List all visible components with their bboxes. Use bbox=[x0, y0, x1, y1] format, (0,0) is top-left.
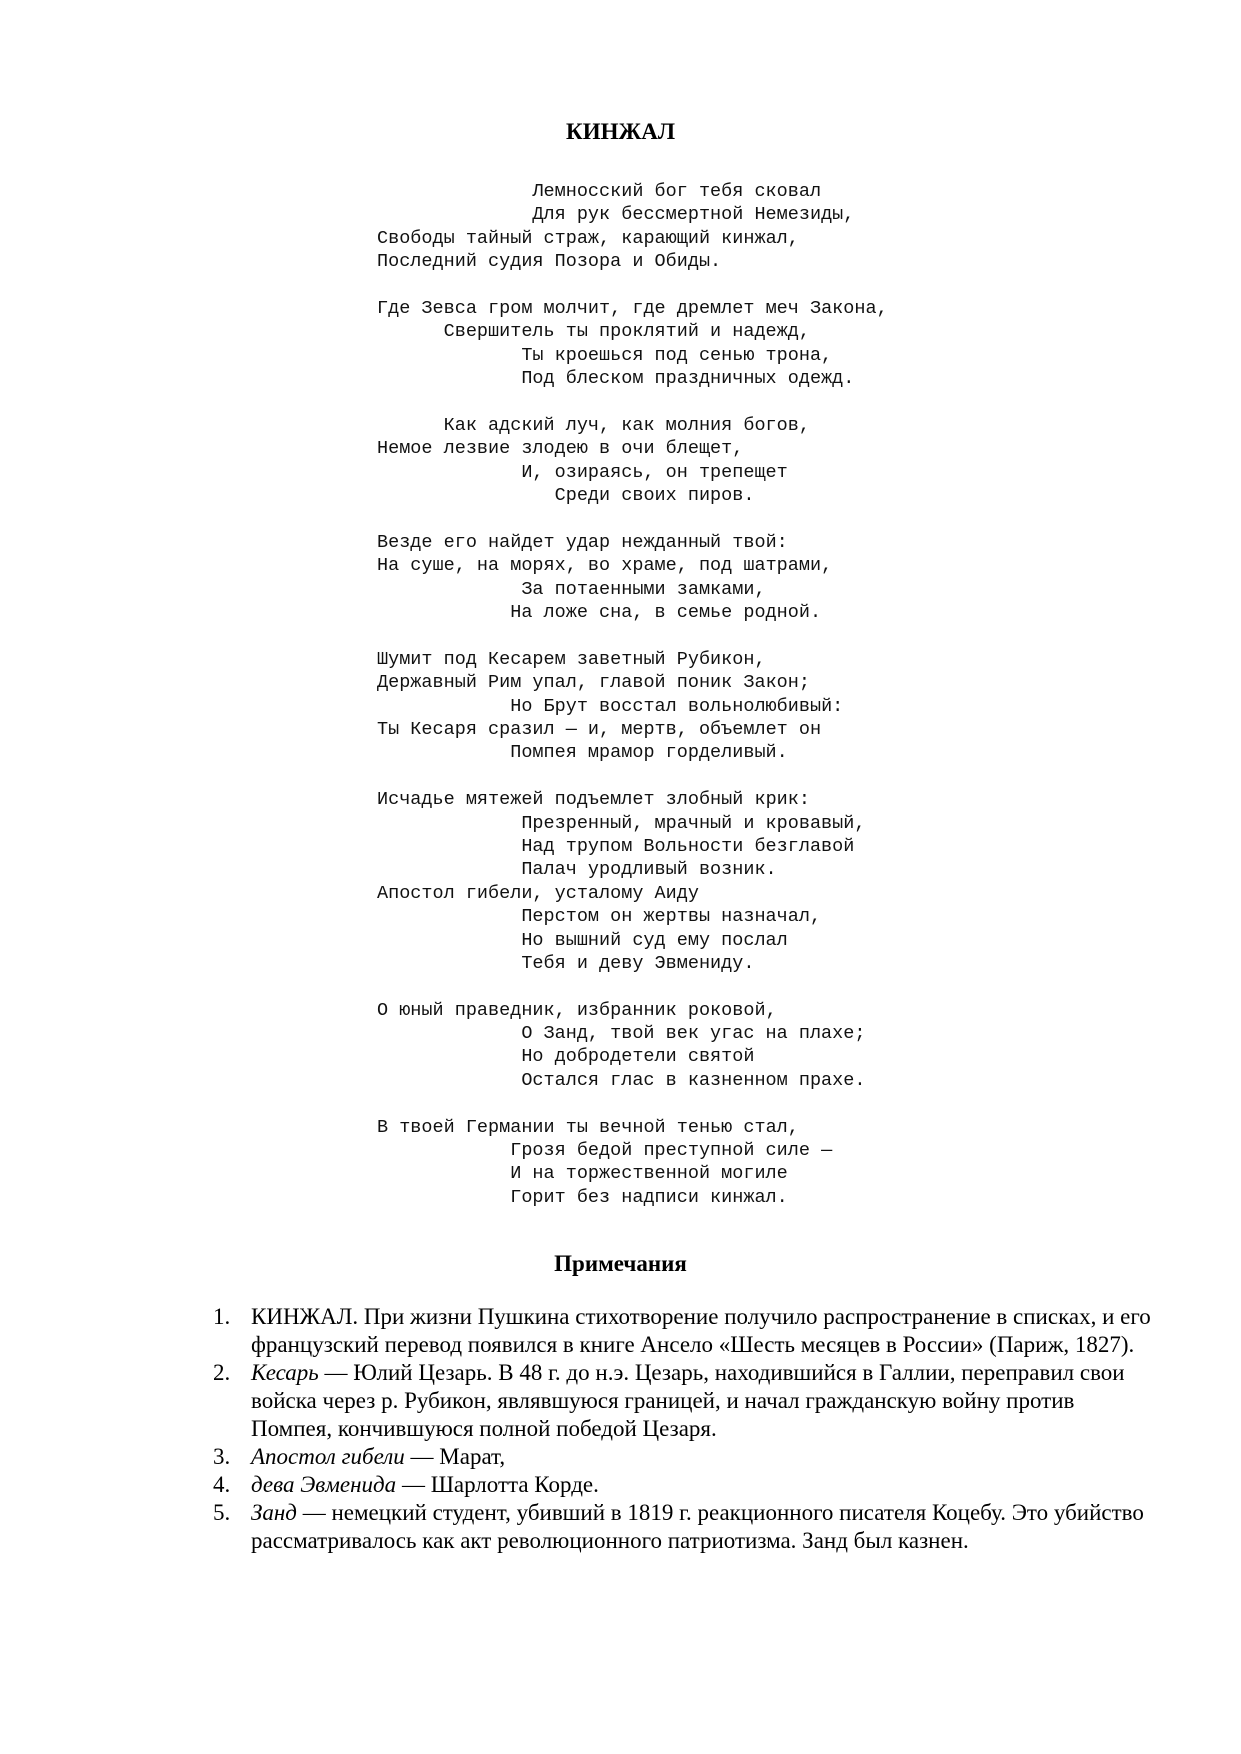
poem-line: Под блеском праздничных одежд. bbox=[521, 368, 855, 390]
note-number: 4. bbox=[213, 1472, 231, 1497]
poem-line: Державный Рим упал, главой поник Закон; bbox=[377, 672, 810, 694]
notes-title: Примечания bbox=[554, 1251, 687, 1276]
note-text: — немецкий студент, убивший в 1819 г. реакционного писателя Коцебу. Это убийство рассматривалось как акт революционного патриотизма. Занд был казнен. bbox=[251, 1500, 1144, 1553]
note-number: 3. bbox=[213, 1444, 231, 1469]
note-term: Занд bbox=[251, 1500, 297, 1525]
note-term: дева Эвменида bbox=[251, 1472, 397, 1497]
poem-line: Помпея мрамор горделивый. bbox=[510, 742, 788, 764]
note-text: — Шарлотта Корде. bbox=[396, 1472, 599, 1497]
poem-line: Ты Кесаря сразил — и, мертв, объемлет он bbox=[377, 718, 822, 740]
poem-stanza bbox=[377, 297, 1077, 391]
note-item bbox=[213, 1359, 1153, 1443]
note-item bbox=[213, 1443, 1153, 1471]
note-number: 1. bbox=[213, 1304, 231, 1329]
poem-line: О юный праведник, избранник роковой, bbox=[377, 999, 777, 1021]
poem-line: Лемносский бог тебя сковал bbox=[532, 181, 822, 202]
poem-stanza bbox=[377, 648, 1077, 765]
note-number: 2. bbox=[213, 1360, 231, 1385]
poem-line: Презренный, мрачный и кровавый, bbox=[521, 812, 866, 834]
poem-line: За потаенными замками, bbox=[521, 578, 766, 600]
poem-line: Тебя и деву Эвмениду. bbox=[521, 952, 755, 974]
poem-line: На ложе сна, в семье родной. bbox=[510, 602, 822, 624]
note-number: 5. bbox=[213, 1500, 231, 1525]
note-item bbox=[213, 1471, 1153, 1499]
poem-line: Горит без надписи кинжал. bbox=[510, 1186, 788, 1208]
note-text: КИНЖАЛ. При жизни Пушкина стихотворение получило распространение в списках, и его французский перевод появился в книге Ансело «Шесть месяцев в России» (Париж, 1827). bbox=[251, 1304, 1151, 1357]
note-item bbox=[213, 1499, 1153, 1555]
poem-line: Свободы тайный страж, карающий кинжал, bbox=[377, 227, 799, 249]
note-term: Апостол гибели bbox=[251, 1444, 405, 1469]
poem-line: Перстом он жертвы назначал, bbox=[521, 906, 822, 928]
poem-line: Как адский луч, как молния богов, bbox=[443, 414, 810, 436]
poem-line: Грозя бедой преступной силе — bbox=[510, 1140, 833, 1162]
poem-line: Для рук бессмертной Немезиды, bbox=[532, 204, 855, 226]
poem-line: Шумит под Кесарем заветный Рубикон, bbox=[377, 648, 766, 670]
poem-line: В твоей Германии ты вечной тенью стал, bbox=[377, 1116, 799, 1138]
poem-stanza bbox=[377, 180, 1077, 274]
poem-line: Но вышний суд ему послал bbox=[521, 929, 788, 951]
poem-line: Свершитель ты проклятий и надежд, bbox=[443, 321, 810, 343]
poem-line: Везде его найдет удар нежданный твой: bbox=[377, 531, 788, 553]
poem-line: Немое лезвие злодею в очи блещет, bbox=[377, 438, 744, 460]
poem-body bbox=[377, 180, 1077, 1233]
poem-stanza bbox=[377, 531, 1077, 625]
poem-line: И, озираясь, он трепещет bbox=[521, 461, 788, 483]
note-term: Кесарь bbox=[251, 1360, 319, 1385]
poem-stanza bbox=[377, 1116, 1077, 1210]
poem-stanza bbox=[377, 788, 1077, 975]
poem-line: Среди своих пиров. bbox=[554, 485, 755, 507]
poem-line: Но Брут восстал вольнолюбивый: bbox=[510, 695, 844, 717]
poem-stanza bbox=[377, 414, 1077, 508]
notes-list bbox=[213, 1303, 1153, 1555]
note-item bbox=[213, 1303, 1153, 1359]
poem-line: Над трупом Вольности безглавой bbox=[521, 835, 855, 857]
poem-line: Последний судия Позора и Обиды. bbox=[377, 251, 722, 273]
poem-line: Где Зевса гром молчит, где дремлет меч Закона, bbox=[377, 297, 888, 319]
poem-line: О Занд, твой век угас на плахе; bbox=[521, 1023, 866, 1045]
poem-line: И на торжественной могиле bbox=[510, 1163, 788, 1185]
note-text: — Марат, bbox=[404, 1444, 506, 1469]
poem-line: Палач уродливый возник. bbox=[521, 859, 777, 881]
poem-line: Остался глас в казненном прахе. bbox=[521, 1069, 866, 1091]
poem-line: Но добродетели святой bbox=[521, 1046, 755, 1068]
poem-line: Апостол гибели, усталому Аиду bbox=[377, 882, 699, 904]
poem-line: На суше, на морях, во храме, под шатрами, bbox=[377, 555, 833, 577]
poem-line: Ты кроешься под сенью трона, bbox=[521, 344, 833, 366]
poem-line: Исчадье мятежей подъемлет злобный крик: bbox=[377, 789, 810, 811]
poem-title: КИНЖАЛ bbox=[566, 119, 675, 144]
poem-stanza bbox=[377, 999, 1077, 1093]
note-text: — Юлий Цезарь. В 48 г. до н.э. Цезарь, находившийся в Галлии, переправил свои войска через р. Рубикон, являвшуюся границей, и начал гражданскую войну против Помпея, кончившуюся полной победой Цезаря. bbox=[251, 1360, 1125, 1441]
